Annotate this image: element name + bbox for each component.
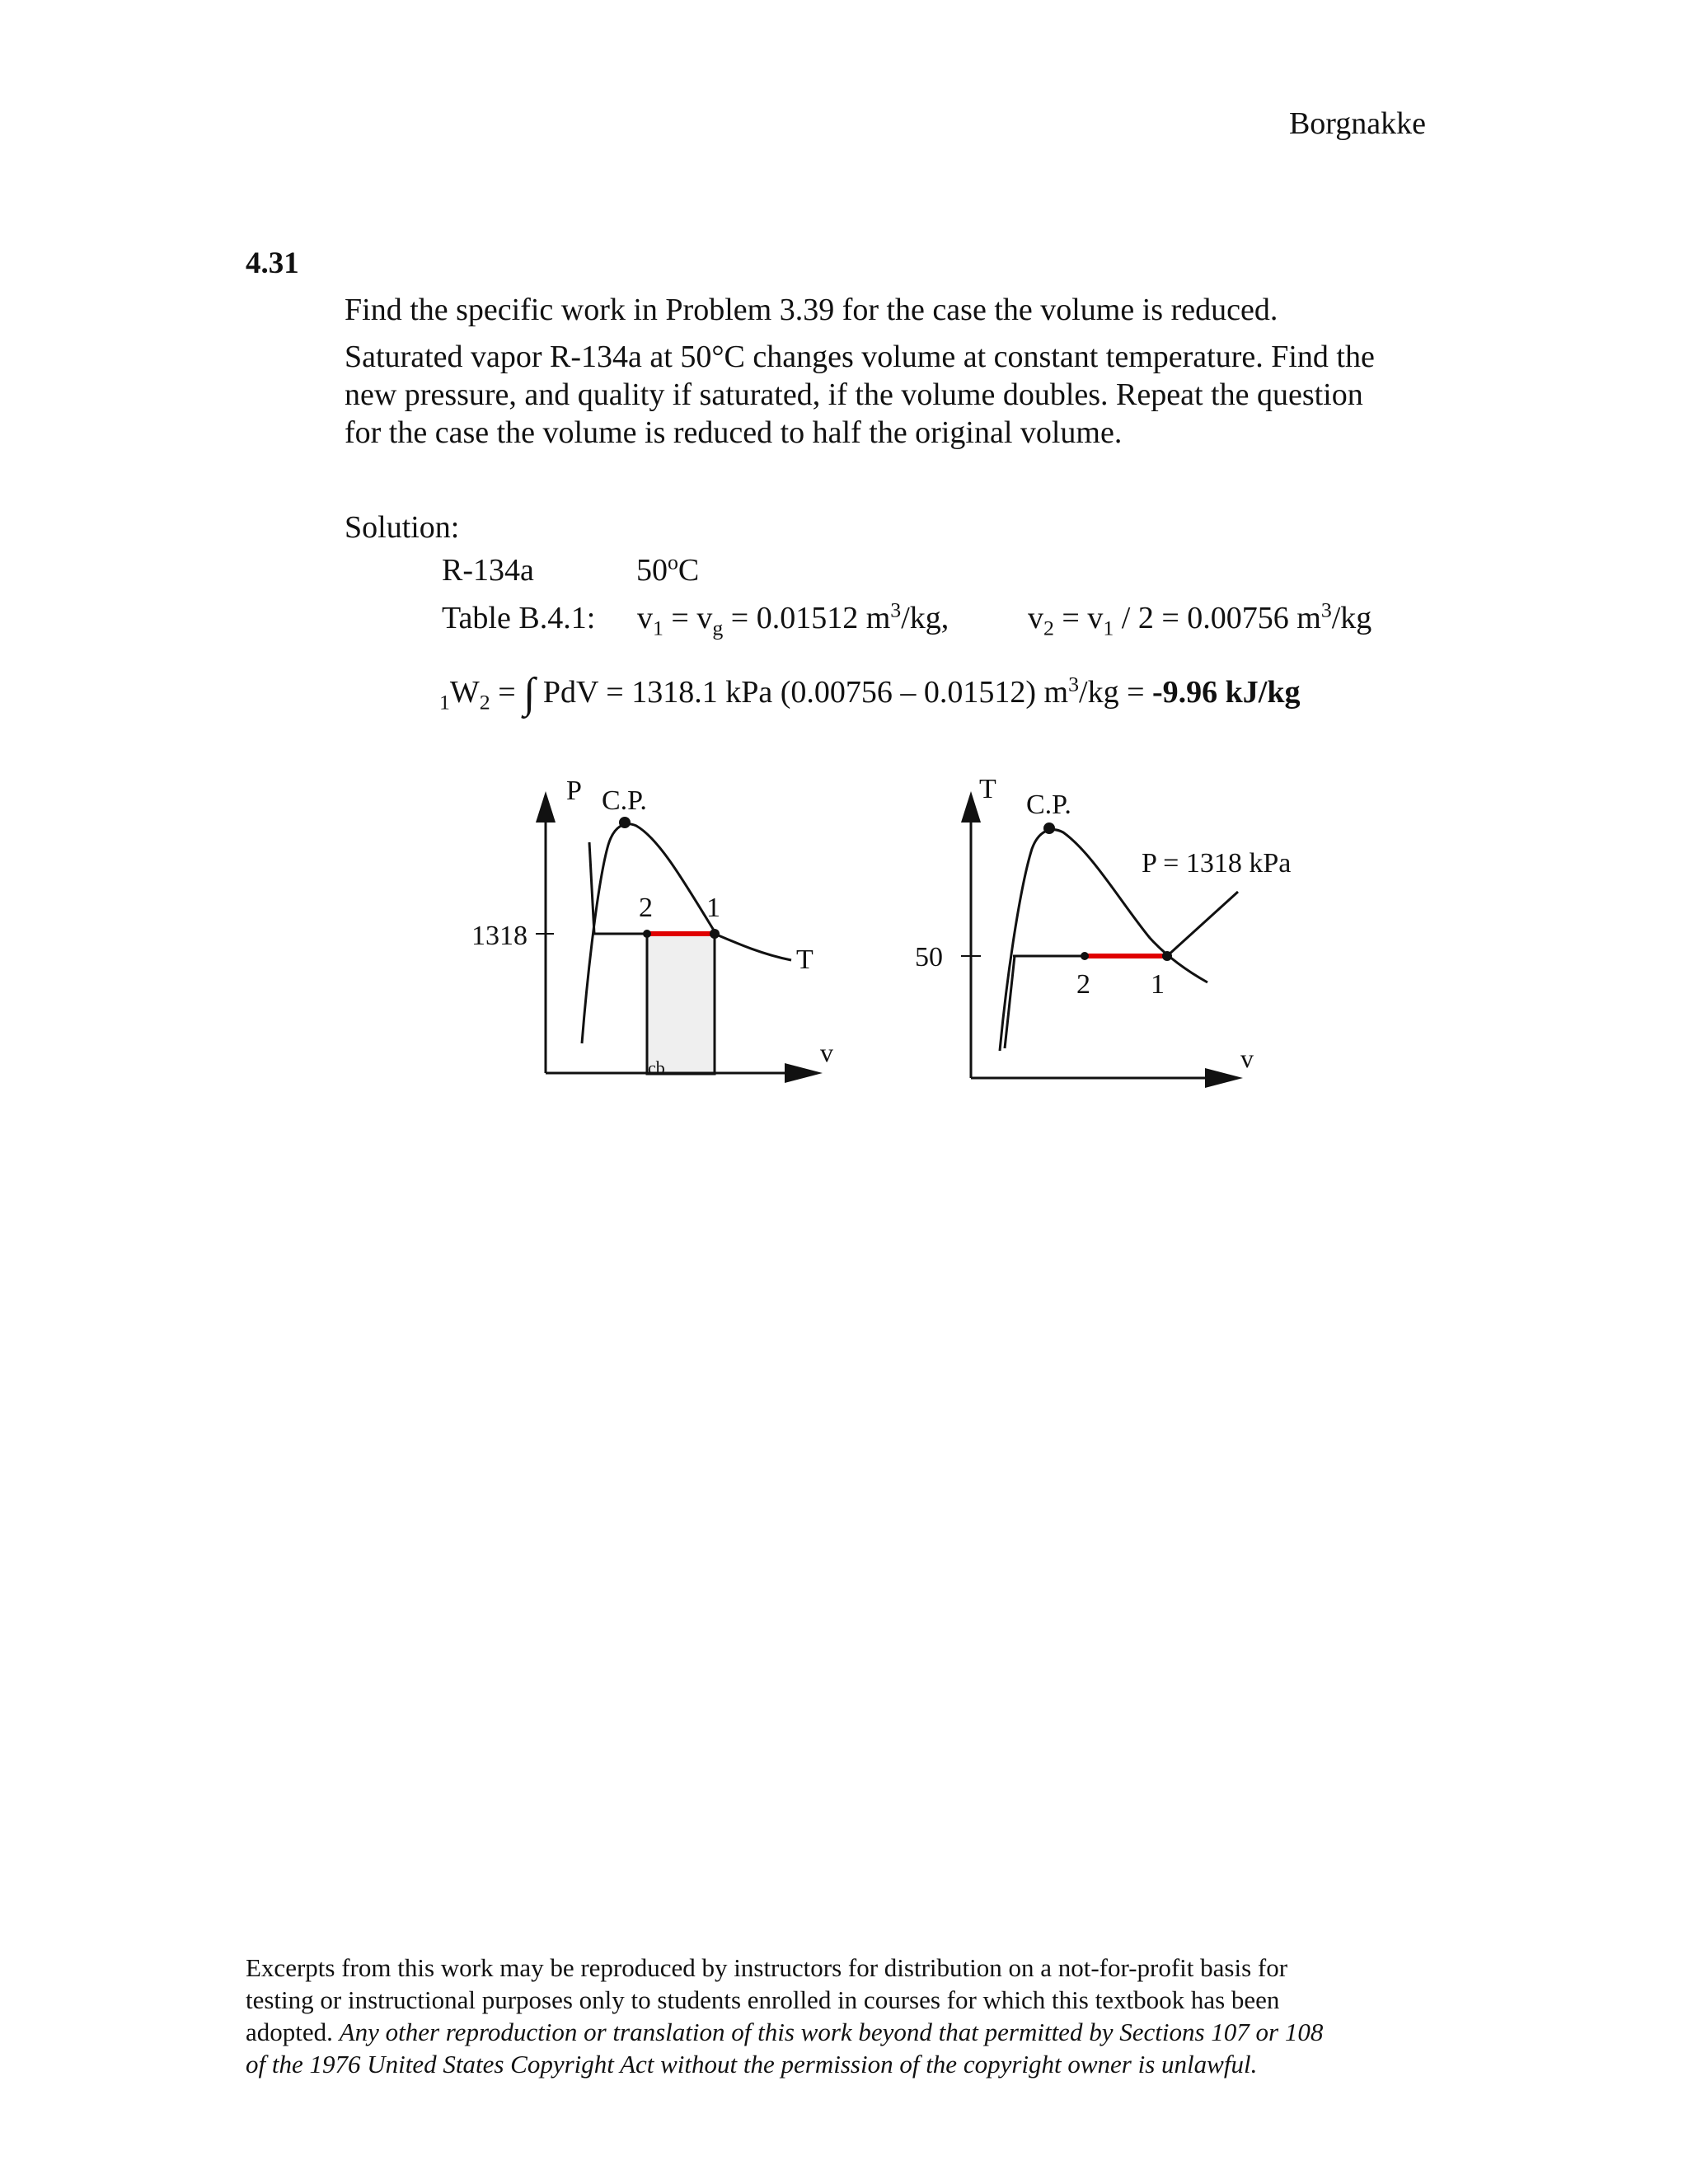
v2-equation: $v_2 = v_1 / 2 = 0.00756$ $m^3/kg$ — [1028, 598, 1372, 640]
substance-label: R-134a — [442, 553, 534, 588]
pv-cp-label: C.P. — [602, 785, 647, 816]
footer-line-2: testing or instructional purposes only to students enrolled in courses for which this textbook has been — [246, 1985, 1280, 2014]
problem-question: Find the specific work in Problem 3.39 for the case the volume is reduced. — [345, 293, 1278, 327]
tv-state1-point — [1162, 951, 1172, 961]
tv-x-label: v — [1240, 1043, 1254, 1073]
tv-isobar-label: P = 1318 kPa — [1142, 848, 1292, 879]
pv-cp-point — [619, 817, 631, 828]
tv-x-arrow — [1205, 1068, 1243, 1088]
pv-state2-label: 2 — [639, 893, 653, 923]
integral-sign: ∫ — [523, 670, 536, 717]
pv-diagram — [471, 776, 833, 1083]
work-equation: $_1W_2$ = ∫ PdV = 1318.1 kPa (0.00756 – 0.01512) $m^3/kg = -9.96$ kJ/kg — [439, 670, 1301, 717]
author-header: Borgnakke — [1288, 106, 1426, 141]
copyright-footer — [246, 1952, 1323, 2080]
tv-state1-label: 1 — [1151, 969, 1165, 1000]
pv-work-area — [647, 934, 715, 1074]
pv-state1-point — [710, 929, 720, 939]
footer-line-4: of the 1976 United States Copyright Act without the permission of the copyright owner is unlawful. — [246, 2050, 1258, 2079]
pv-area-label: cb — [648, 1057, 665, 1078]
table-reference: Table B.4.1: — [442, 601, 596, 635]
problem-context-line-1: Saturated vapor R-134a at 50°C changes volume at constant temperature. Find the — [345, 340, 1375, 374]
tv-isobar-vapor — [1167, 892, 1238, 956]
work-result: -9.96 kJ/kg — [1152, 675, 1301, 710]
pv-state1-label: 1 — [706, 893, 720, 923]
temperature-value: 50$^o$C — [636, 550, 700, 588]
pv-liquid-isotherm — [589, 842, 594, 934]
problem-context-line-2: new pressure, and quality if saturated, if the volume doubles. Repeat the question — [345, 377, 1363, 412]
problem-context-line-3: for the case the volume is reduced to half the original volume. — [345, 415, 1123, 450]
pv-isotherm-vapor — [715, 934, 791, 960]
tv-y-arrow — [961, 791, 981, 823]
solution-heading: Solution: — [345, 510, 460, 545]
tv-temperature-tick: 50 — [915, 942, 943, 972]
pv-y-arrow — [536, 791, 556, 823]
tv-cp-label: C.P. — [1026, 790, 1071, 820]
footer-line-1: Excerpts from this work may be reproduced by instructors for distribution on a not-for-profit basis for — [246, 1953, 1288, 1982]
problem-number: 4.31 — [246, 246, 299, 280]
pv-y-label: P — [566, 776, 582, 806]
pv-isotherm-label: T — [796, 944, 814, 975]
tv-state2-point — [1081, 952, 1089, 960]
tv-y-label: T — [979, 774, 996, 804]
tv-diagram — [915, 774, 1291, 1088]
pv-x-label: v — [820, 1038, 833, 1067]
pv-x-arrow — [785, 1063, 823, 1083]
footer-line-3: adopted. Any other reproduction or translation of this work beyond that permitted by Sections 107 or 108 — [246, 2018, 1324, 2046]
v1-equation: $v_1 = v_g = 0.01512$ $m^3/kg$, — [637, 598, 950, 640]
pv-state2-point — [643, 930, 651, 938]
pv-pressure-tick: 1318 — [471, 921, 528, 951]
tv-cp-point — [1043, 823, 1055, 834]
tv-state2-label: 2 — [1076, 969, 1090, 1000]
